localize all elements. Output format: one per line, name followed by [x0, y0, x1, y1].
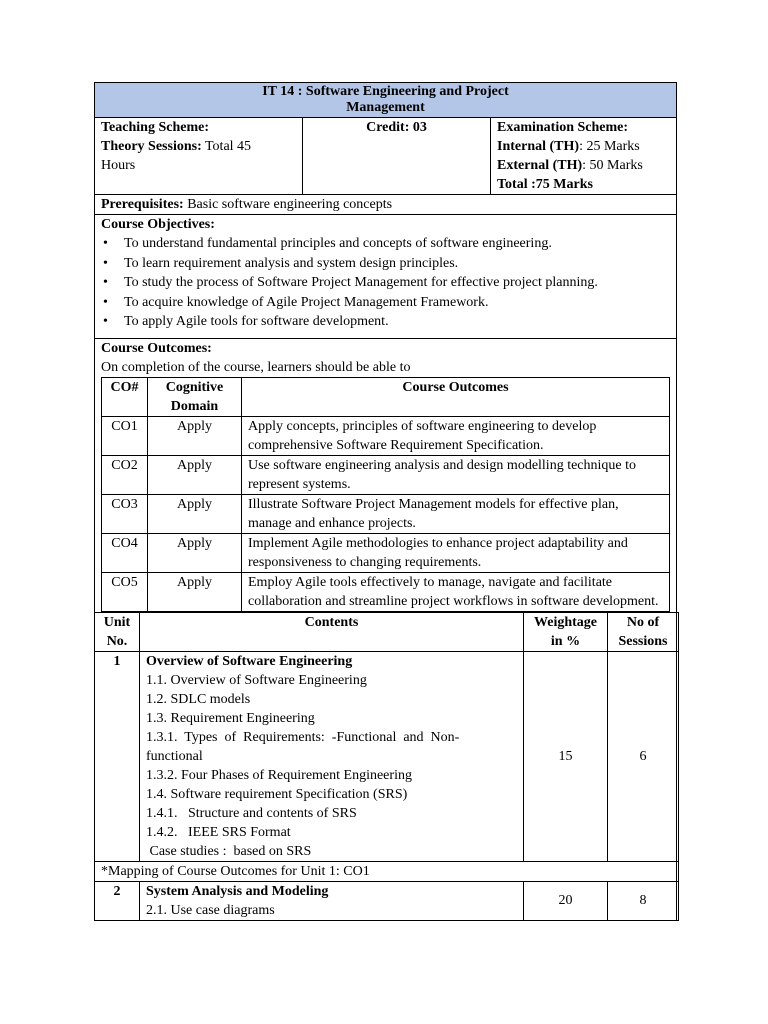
- unit-topic: 1.3. Requirement Engineering: [146, 710, 315, 726]
- unit-row: [95, 881, 679, 920]
- unit-sessions: 8: [608, 881, 679, 920]
- unit-sessions: 6: [608, 651, 679, 861]
- co-domain: Apply: [148, 533, 242, 572]
- course-title-line1: IT 14 : Software Engineering and Project: [262, 84, 509, 99]
- course-title: [95, 83, 677, 118]
- objectives-row: [95, 215, 677, 339]
- sessions-header-line1: No of: [626, 614, 660, 630]
- unit-title: System Analysis and Modeling: [146, 883, 329, 899]
- sessions-header-line2: Sessions: [618, 633, 668, 649]
- external-label: External (TH): [497, 158, 583, 173]
- weightage-header-line2: in %: [550, 633, 581, 649]
- co-text: Employ Agile tools effectively to manage, navigate and facilitate collaboration and streamline project workflows in software development.: [242, 572, 670, 611]
- domain-header-line1: Cognitive: [165, 379, 224, 395]
- prerequisites-row: [95, 195, 677, 215]
- unit-topic: 1.4. Software requirement Specification (SRS): [146, 786, 408, 802]
- objective-item: • To study the process of Software Project Management for effective project planning.: [101, 273, 670, 293]
- unit-header-line1: Unit: [103, 614, 131, 630]
- theory-sessions-value: Total 45: [201, 139, 252, 154]
- co-text: Illustrate Software Project Management models for effective plan, manage and enhance projects.: [242, 494, 670, 533]
- outcome-row: [102, 455, 670, 494]
- unit-topic: 1.1. Overview of Software Engineering: [146, 672, 367, 688]
- co-header: CO#: [110, 379, 139, 395]
- co-text: Implement Agile methodologies to enhance project adaptability and responsiveness to changing requirements.: [242, 533, 670, 572]
- course-title-line2: Management: [346, 100, 425, 115]
- theory-sessions-label: Theory Sessions:: [101, 139, 202, 154]
- unit-topic: 1.4.1. Structure and contents of SRS: [146, 805, 357, 821]
- unit-topic: 1.3.2. Four Phases of Requirement Engineering: [146, 767, 412, 783]
- teaching-scheme-label: Teaching Scheme:: [101, 120, 209, 135]
- objective-item: • To understand fundamental principles and concepts of software engineering.: [101, 234, 670, 254]
- unit-contents: [140, 651, 524, 861]
- unit-topic: functional: [146, 748, 203, 764]
- syllabus-page: [94, 82, 676, 921]
- units-table: [94, 612, 679, 921]
- prerequisites-value: Basic software engineering concepts: [183, 197, 393, 212]
- objective-item: • To acquire knowledge of Agile Project Management Framework.: [101, 293, 670, 313]
- internal-value: : 25 Marks: [579, 139, 640, 154]
- outcomes-row: [95, 338, 677, 612]
- outcome-row: [102, 572, 670, 611]
- prerequisites-label: Prerequisites:: [101, 197, 184, 212]
- domain-header-line2: Domain: [170, 398, 219, 414]
- units-row: [95, 612, 677, 920]
- unit-contents: [140, 881, 524, 920]
- co-domain: Apply: [148, 455, 242, 494]
- scheme-row: [95, 118, 677, 195]
- objective-item: • To apply Agile tools for software development.: [101, 312, 670, 332]
- co-text: Use software engineering analysis and design modelling technique to represent systems.: [242, 455, 670, 494]
- outcomes-table: [101, 377, 670, 612]
- co-id: CO3: [102, 494, 148, 533]
- unit-topic: Case studies : based on SRS: [146, 843, 312, 859]
- unit-number: 2: [113, 883, 121, 899]
- syllabus-table: [94, 82, 677, 921]
- teaching-scheme-cell: [95, 118, 303, 195]
- unit-number: 1: [113, 653, 121, 669]
- mapping-text: *Mapping of Course Outcomes for Unit 1: CO1: [95, 861, 679, 881]
- unit-weightage: 15: [524, 651, 608, 861]
- exam-scheme-label: Examination Scheme:: [497, 120, 629, 135]
- external-value: : 50 Marks: [582, 158, 643, 173]
- internal-label: Internal (TH): [497, 139, 580, 154]
- co-text: Apply concepts, principles of software engineering to develop comprehensive Software Requirement Specification.: [242, 416, 670, 455]
- outcome-row: [102, 533, 670, 572]
- weightage-header-line1: Weightage: [534, 614, 597, 630]
- unit-topic: 2.1. Use case diagrams: [146, 902, 275, 918]
- objectives-list: [101, 234, 670, 332]
- title-row: [95, 83, 677, 118]
- outcome-row: [102, 494, 670, 533]
- co-id: CO4: [102, 533, 148, 572]
- outcome-header: Course Outcomes: [402, 379, 509, 395]
- unit-header-line2: No.: [106, 633, 128, 649]
- total-marks-label: Total :75 Marks: [497, 177, 593, 192]
- unit-topic: 1.4.2. IEEE SRS Format: [146, 824, 291, 840]
- objectives-heading: Course Objectives:: [101, 217, 215, 232]
- contents-header: Contents: [304, 614, 359, 630]
- theory-sessions-value2: Hours: [101, 158, 136, 173]
- outcome-row: [102, 416, 670, 455]
- unit-topic: 1.3.1. Types of Requirements: -Functional and Non-: [146, 729, 460, 745]
- co-id: CO1: [102, 416, 148, 455]
- unit-title: Overview of Software Engineering: [146, 653, 353, 669]
- unit-row: [95, 651, 679, 861]
- unit-weightage: 20: [524, 881, 608, 920]
- outcomes-header-row: [102, 377, 670, 416]
- credit-cell: [303, 118, 491, 195]
- units-header-row: [95, 612, 679, 651]
- exam-scheme-cell: [491, 118, 677, 195]
- co-id: CO5: [102, 572, 148, 611]
- objective-item: • To learn requirement analysis and system design principles.: [101, 254, 670, 274]
- mapping-row: [95, 861, 679, 881]
- unit-topic: 1.2. SDLC models: [146, 691, 251, 707]
- co-domain: Apply: [148, 416, 242, 455]
- co-domain: Apply: [148, 494, 242, 533]
- co-domain: Apply: [148, 572, 242, 611]
- co-id: CO2: [102, 455, 148, 494]
- outcomes-intro: On completion of the course, learners should be able to: [101, 359, 411, 375]
- outcomes-heading: Course Outcomes:: [101, 340, 212, 356]
- credit-label: Credit: 03: [366, 120, 427, 135]
